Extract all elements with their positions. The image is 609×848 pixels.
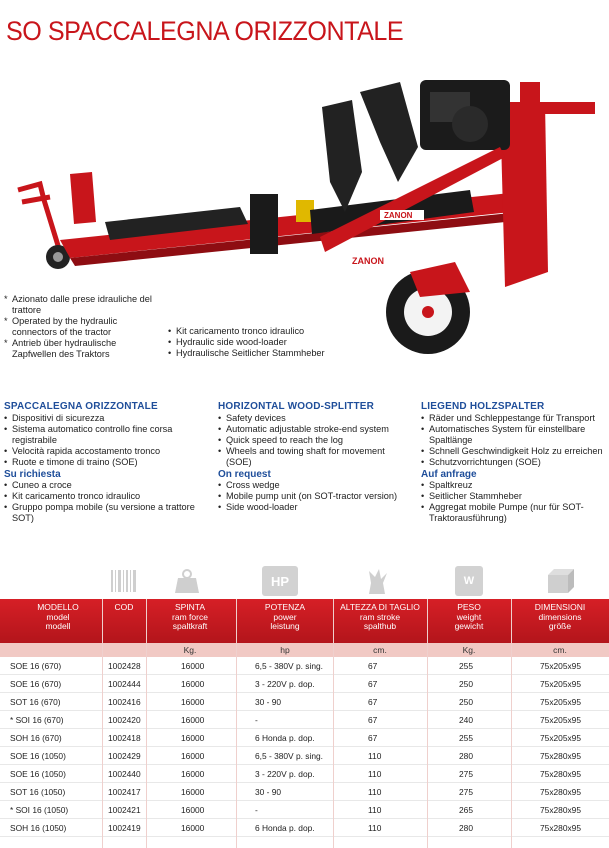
features-column-english — [218, 401, 403, 513]
feature-item: • Sistema automatico controllo fine corsa registrabile — [4, 424, 209, 446]
cell-weight: 265 — [459, 805, 473, 815]
cell-model: SOE 16 (1050) — [10, 751, 66, 761]
tree-stump-icon — [362, 566, 392, 596]
feature-item: • Quick speed to reach the log — [218, 435, 403, 446]
table-row — [0, 783, 609, 801]
unit-power: hp — [280, 645, 290, 655]
column-heading: HORIZONTAL WOOD-SPLITTER — [218, 401, 375, 412]
cell-power: 6,5 - 380V p. sing. — [255, 751, 323, 761]
cell-weight: 240 — [459, 715, 473, 725]
cell-power: 6 Honda p. dop. — [255, 733, 315, 743]
feature-item: • Schutzvorrichtungen (SOE) — [421, 457, 606, 468]
cell-weight: 250 — [459, 697, 473, 707]
table-header — [0, 599, 609, 643]
feature-item: • Dispositivi di sicurezza — [4, 413, 209, 424]
table-row — [0, 693, 609, 711]
table-row — [0, 675, 609, 693]
feature-item: • Velocità rapida accostamento tronco — [4, 446, 209, 457]
cell-ram-force: 16000 — [181, 697, 205, 707]
cell-code: 1002417 — [108, 787, 141, 797]
cell-ram-stroke: 67 — [368, 697, 378, 707]
weight-icon — [172, 566, 202, 596]
cell-model: * SOI 16 (670) — [10, 715, 64, 725]
cell-code: 1002416 — [108, 697, 141, 707]
cell-weight: 250 — [459, 679, 473, 689]
cell-ram-force: 16000 — [181, 751, 205, 761]
feature-item: • Automatisches System für einstellbare Spaltlänge — [421, 424, 606, 446]
note-item: • Kit caricamento tronco idraulico — [168, 326, 325, 337]
cell-ram-stroke: 110 — [368, 751, 382, 761]
cell-code: 1002421 — [108, 805, 141, 815]
cell-model: * SOI 16 (1050) — [10, 805, 69, 815]
cell-model: SOH 16 (1050) — [10, 823, 67, 833]
dimensions-icon — [545, 566, 575, 596]
table-row — [0, 747, 609, 765]
loader-arm — [322, 100, 362, 212]
cell-code: 1002418 — [108, 733, 141, 743]
column-heading: SPACCALEGNA ORIZZONTALE — [4, 401, 158, 412]
cell-ram-stroke: 67 — [368, 661, 378, 671]
option-item: • Kit caricamento tronco idraulico — [4, 491, 209, 502]
option-item: • Side wood-loader — [218, 502, 403, 513]
note-item: * Operated by the hydraulic connectors of the tractor — [4, 316, 162, 338]
header-code: COD — [114, 602, 134, 612]
cell-dimensions: 75x280x95 — [540, 751, 581, 761]
header-dimensions: DIMENSIONI dimensions größe — [534, 602, 586, 631]
table-row — [0, 819, 609, 837]
cell-code: 1002420 — [108, 715, 141, 725]
cell-code: 1002429 — [108, 751, 141, 761]
cell-power: 3 - 220V p. dop. — [255, 769, 315, 779]
cell-power: - — [255, 715, 258, 725]
cell-ram-stroke: 110 — [368, 823, 382, 833]
feature-item: • Automatic adjustable stroke-end system — [218, 424, 403, 435]
header-ram-stroke: ALTEZZA DI TAGLIO ram stroke spalthub — [340, 602, 420, 631]
column-heading: LIEGEND HOLZSPALTER — [421, 401, 545, 412]
cell-dimensions: 75x280x95 — [540, 823, 581, 833]
option-item: • Cuneo a croce — [4, 480, 209, 491]
wedge-block — [250, 194, 278, 254]
cell-ram-force: 16000 — [181, 679, 205, 689]
barcode-icon — [109, 566, 139, 596]
features-column-german — [421, 401, 606, 524]
feature-item: • Wheels and towing shaft for movement (SOE) — [218, 446, 403, 468]
note-item: • Hydraulische Seitlicher Stammheber — [168, 348, 325, 359]
unit-ram-stroke: cm. — [373, 645, 387, 655]
cell-dimensions: 75x205x95 — [540, 679, 581, 689]
cell-ram-stroke: 110 — [368, 805, 382, 815]
cell-power: 30 - 90 — [255, 697, 282, 707]
cell-model: SOH 16 (670) — [10, 733, 62, 743]
option-item: • Mobile pump unit (on SOT-tractor version) — [218, 491, 403, 502]
table-row — [0, 657, 609, 675]
brand-logo: ZANON — [384, 211, 413, 220]
cell-model: SOE 16 (670) — [10, 679, 62, 689]
cell-dimensions: 75x280x95 — [540, 769, 581, 779]
cell-ram-stroke: 110 — [368, 769, 382, 779]
unit-ram-force: Kg. — [183, 645, 197, 655]
option-item: • Gruppo pompa mobile (su versione a trattore SOT) — [4, 502, 209, 524]
cell-weight: 275 — [459, 769, 473, 779]
header-ram-force: SPINTA ram force spaltkraft — [172, 602, 208, 631]
header-power: POTENZA power leistung — [264, 602, 306, 631]
on-request-heading: On request — [218, 469, 271, 480]
cell-weight: 255 — [459, 733, 473, 743]
cell-dimensions: 75x205x95 — [540, 715, 581, 725]
spec-table — [0, 599, 609, 837]
cell-ram-stroke: 67 — [368, 715, 378, 725]
cell-ram-force: 16000 — [181, 805, 205, 815]
cell-ram-stroke: 67 — [368, 733, 378, 743]
cell-weight: 275 — [459, 787, 473, 797]
cell-ram-force: 16000 — [181, 715, 205, 725]
cell-ram-force: 16000 — [181, 661, 205, 671]
note-item: • Hydraulic side wood-loader — [168, 337, 325, 348]
tractor-connection-note — [4, 294, 162, 360]
cell-code: 1002444 — [108, 679, 141, 689]
cell-ram-force: 16000 — [181, 787, 205, 797]
cell-weight: 255 — [459, 661, 473, 671]
cell-weight: 280 — [459, 823, 473, 833]
table-row — [0, 801, 609, 819]
header-model: MODELLO model modell — [37, 602, 79, 631]
note-item: * Azionato dalle prese idrauliche del trattore — [4, 294, 162, 316]
option-item: • Cross wedge — [218, 480, 403, 491]
on-request-heading: Su richiesta — [4, 469, 61, 480]
cell-dimensions: 75x205x95 — [540, 661, 581, 671]
page-title: SO SPACCALEGNA ORIZZONTALE — [6, 16, 404, 46]
cell-ram-force: 16000 — [181, 733, 205, 743]
units-row — [0, 643, 609, 657]
cell-dimensions: 75x205x95 — [540, 733, 581, 743]
cell-model: SOT 16 (670) — [10, 697, 61, 707]
cell-model: SOT 16 (1050) — [10, 787, 66, 797]
cell-dimensions: 75x280x95 — [540, 787, 581, 797]
cell-ram-force: 16000 — [181, 823, 205, 833]
features-column-italian — [4, 401, 209, 524]
weight-kg-icon: W — [455, 566, 483, 596]
cell-power: 3 - 220V p. dop. — [255, 679, 315, 689]
cell-ram-stroke: 110 — [368, 787, 382, 797]
cell-power: 6,5 - 380V p. sing. — [255, 661, 323, 671]
spec-icons — [0, 560, 609, 602]
table-row — [0, 711, 609, 729]
cell-ram-stroke: 67 — [368, 679, 378, 689]
brand-logo-2: ZANON — [352, 256, 384, 266]
hp-icon: HP — [262, 566, 298, 596]
unit-weight: Kg. — [462, 645, 476, 655]
option-item: • Spaltkreuz — [421, 480, 606, 491]
cell-code: 1002440 — [108, 769, 141, 779]
cell-ram-force: 16000 — [181, 769, 205, 779]
cell-power: 6 Honda p. dop. — [255, 823, 315, 833]
cell-model: SOE 16 (670) — [10, 661, 62, 671]
cell-dimensions: 75x205x95 — [540, 697, 581, 707]
cell-code: 1002419 — [108, 823, 141, 833]
tow-handle — [18, 184, 60, 252]
header-weight: PESO weight gewicht — [454, 602, 484, 631]
option-item: • Aggregat mobile Pumpe (nur für SOT-Traktorausführung) — [421, 502, 606, 524]
on-request-heading: Auf anfrage — [421, 469, 477, 480]
cell-power: 30 - 90 — [255, 787, 282, 797]
table-row — [0, 729, 609, 747]
cell-weight: 280 — [459, 751, 473, 761]
feature-item: • Safety devices — [218, 413, 403, 424]
feature-item: • Ruote e timone di traino (SOE) — [4, 457, 209, 468]
option-item: • Seitlicher Stammheber — [421, 491, 606, 502]
cell-power: - — [255, 805, 258, 815]
feature-item: • Räder und Schleppestange für Transport — [421, 413, 606, 424]
cell-model: SOE 16 (1050) — [10, 769, 66, 779]
feature-item: • Schnell Geschwindigkeit Holz zu erreichen — [421, 446, 606, 457]
table-row — [0, 765, 609, 783]
cell-dimensions: 75x280x95 — [540, 805, 581, 815]
cell-code: 1002428 — [108, 661, 141, 671]
note-item: * Antrieb über hydraulische Zapfwellen des Traktors — [4, 338, 162, 360]
wood-loader-note — [168, 326, 325, 359]
unit-dimensions: cm. — [553, 645, 567, 655]
